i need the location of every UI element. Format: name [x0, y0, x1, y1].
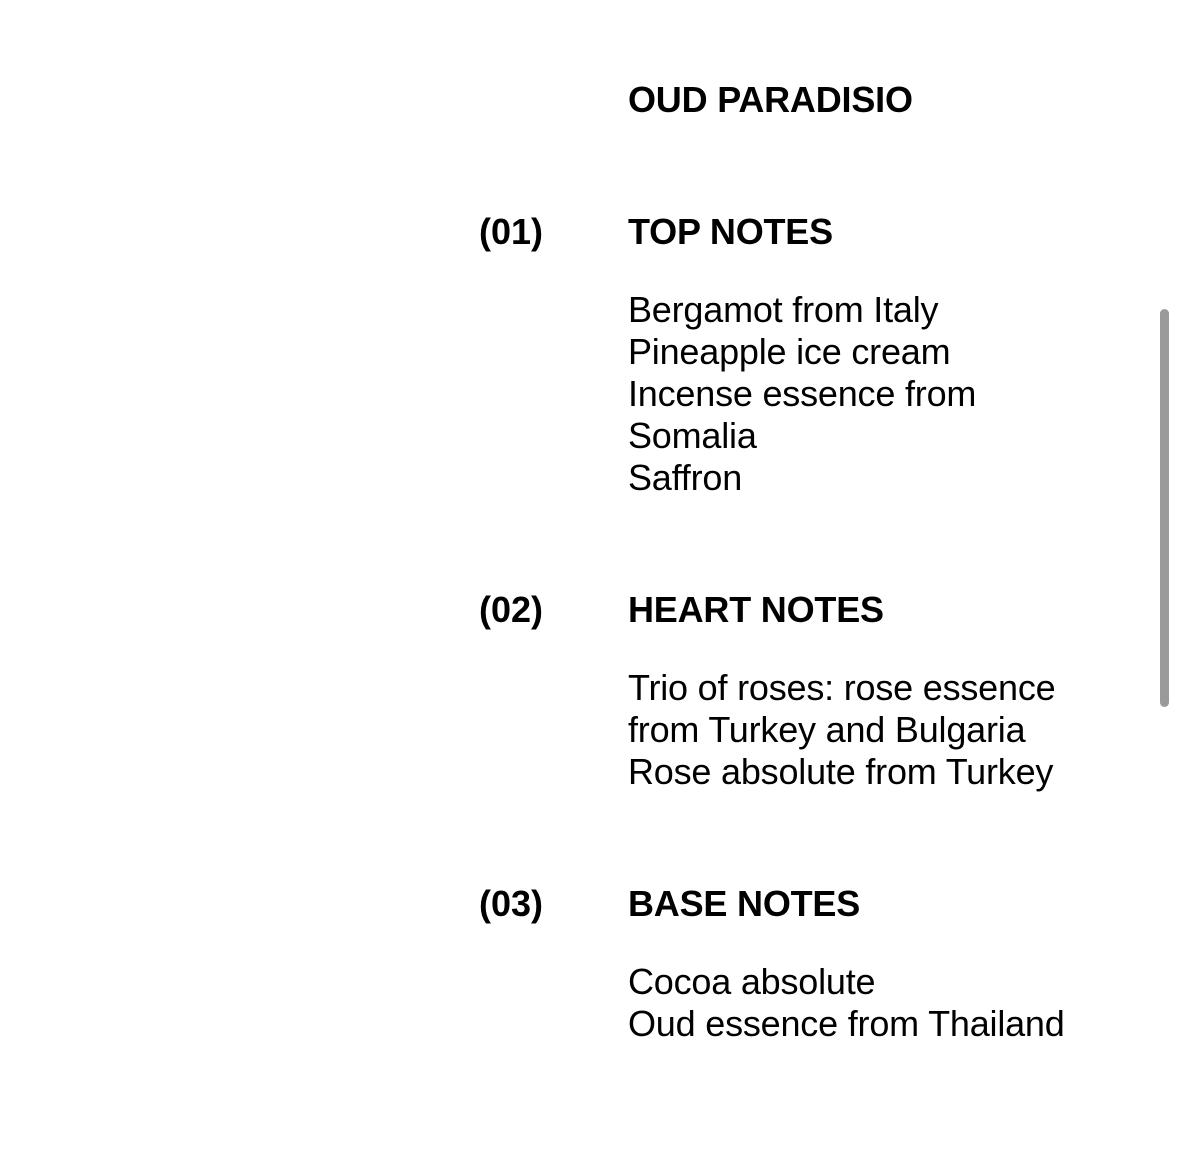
list-item: Saffron [628, 457, 743, 498]
product-title: OUD PARADISIO [628, 79, 913, 120]
top-notes-list [628, 289, 976, 499]
top-notes-number: (01) [479, 211, 544, 252]
base-notes-heading: BASE NOTES [628, 883, 861, 924]
list-item: from Turkey and Bulgaria [628, 709, 1026, 750]
list-item: Bergamot from Italy [628, 289, 939, 330]
heart-notes-number: (02) [479, 589, 544, 630]
list-item: Pineapple ice cream [628, 331, 951, 372]
list-item: Rose absolute from Turkey [628, 751, 1054, 792]
list-item: Oud essence from Thailand [628, 1003, 1065, 1044]
list-item: Somalia [628, 415, 757, 456]
scrollbar-thumb[interactable] [1160, 309, 1169, 707]
heart-notes-heading: HEART NOTES [628, 589, 884, 630]
list-item: Trio of roses: rose essence [628, 667, 1056, 708]
list-item: Incense essence from [628, 373, 977, 414]
base-notes-list [628, 961, 1065, 1045]
top-notes-heading: TOP NOTES [628, 211, 833, 252]
list-item: Cocoa absolute [628, 961, 876, 1002]
base-notes-number: (03) [479, 883, 544, 924]
heart-notes-list [628, 667, 1055, 793]
